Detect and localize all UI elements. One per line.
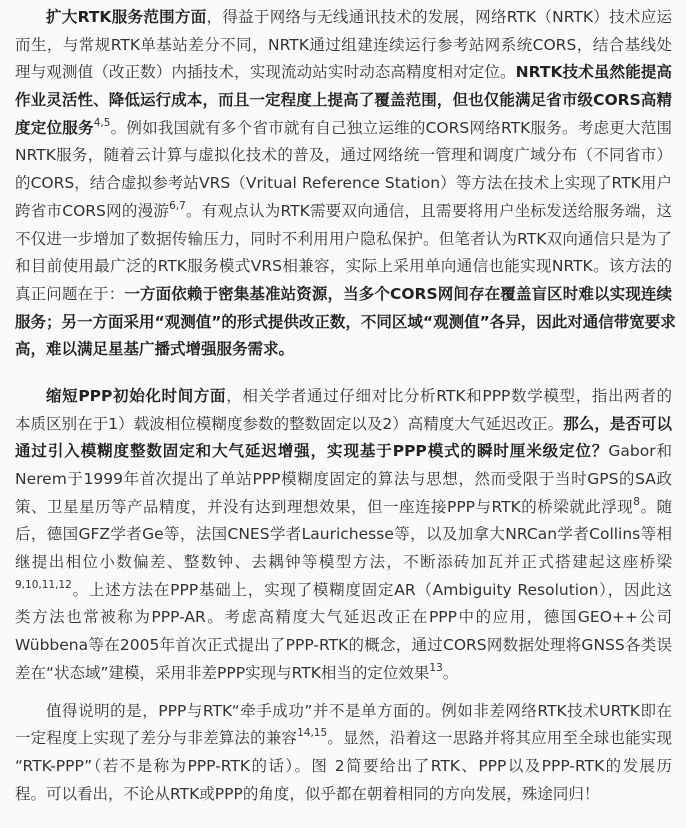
citation-superscript: 4,5 [93,116,111,129]
body-text: ，得益于网络与无线通讯技术的发展，网络RTK（NRTK）技术应运 [206,8,672,26]
bold-text: 通过引入模糊度整数固定和大气延迟增强，实现基于PPP模式的瞬时厘米级定位？ [15,442,609,461]
body-text: Wübbena等在2005年首次正式提出了PPP-RTK的概念，通过CORS网数据处理将GNSS各类误 [15,636,672,655]
paragraph-expand-rtk-coverage [15,4,676,364]
text-line [15,336,672,364]
text-line [15,87,672,115]
text-line [15,438,672,466]
body-text: 的CORS，结合虚拟参考站VRS（Vritual Reference Station）等方法在技术上实现了RTK用户 [15,174,672,193]
text-line [15,253,672,281]
body-text: 本质区别在于1）载波相位模糊度参数的整数固定以及2）高精度大气延迟改正。 [15,414,564,433]
body-text: 真正问题在于： [15,284,125,303]
bold-text: 扩大RTK服务范围方面 [46,8,207,26]
text-line [15,4,672,32]
text-line [15,753,672,781]
citation-superscript: 8 [633,495,640,508]
article-body [15,4,676,808]
body-text: 。随 [639,497,672,516]
body-text: 。有观点认为RTK需要双向通信，且需要将用户坐标发送给服务端，这 [185,201,672,220]
text-line [15,281,672,309]
body-text: ，相关学者通过仔细对比分析RTK和PPP数学模型，指出两者的 [226,386,672,405]
bold-text: 那么，是否可以 [563,414,672,433]
paragraph-shorten-ppp-init [15,383,672,688]
body-text: 理与观测值（改正数）内插技术，实现流动站实时动态高精度相对定位。 [15,63,516,82]
text-line [15,198,672,226]
body-text: 跨省市CORS网的漫游 [15,201,170,220]
text-line [15,604,672,632]
body-text: 一定程度上实现了差分与非差算法的兼容 [15,729,298,748]
text-line [15,549,672,577]
text-line [15,521,672,549]
body-text: 而生，与常规RTK单基站差分不同，NRTK通过组建连续运行参考站网系统CORS，结合基线处 [15,35,672,54]
citation-superscript: 14,15 [297,727,328,740]
citation-superscript: 9,10,11,12 [15,578,72,591]
text-line [15,226,672,254]
text-line [15,725,672,753]
bold-text: 度定位服务 [15,118,94,137]
body-text: 和目前使用最广泛的RTK服务模式VRS相兼容，实际上采用单向通信也能实现NRTK。该方法的 [15,257,672,276]
body-text: 。 [442,663,459,682]
text-line [15,781,672,809]
text-line [15,577,672,605]
text-line [15,142,672,170]
citation-superscript: 13 [429,661,443,674]
bold-text: 一方面依赖于密集基准站资源，当多个CORS网间存在覆盖盲区时难以实现连续 [124,284,672,303]
text-line [15,383,672,411]
text-line [15,59,672,87]
body-text: 继提出相位小数偏差、整数钟、去耦钟等模型方法，不断添砖加瓦并正式搭建起这座桥梁 [15,553,672,572]
body-text: Gabor和 [608,442,672,461]
text-line [15,32,672,60]
body-text: 。上述方法在PPP基础上，实现了模糊度固定AR（Ambiguity Resolution），因此这 [71,580,672,599]
body-text: 。例如我国就有多个省市就有自己独立运维的CORS网络RTK服务。考虑更大范围 [110,118,672,137]
body-text: 策、卫星星历等产品精度，并没有达到理想效果，但一座连接PPP与RTK的桥梁就此浮现 [15,497,634,516]
bold-text: NRTK技术虽然能提高 [515,63,672,82]
body-text: “RTK-PPP”（若不是称为PPP-RTK的话）。图 2简要给出了RTK、PPP以及PPP-RTK的发展历 [15,756,672,775]
text-line [15,170,672,198]
body-text: 。显然，沿着这一思路并将其应用至全球也能实现 [327,729,672,748]
bold-text: 作业灵活性、降低运行成本，而且一定程度上提高了覆盖范围，但也仅能满足省市级CORS高精 [15,91,672,110]
body-text: 差在“状态域”建模，采用非差PPP实现与RTK相当的定位效果 [15,663,430,682]
text-line [15,660,672,688]
text-line [15,698,672,726]
body-text: 不仅进一步增加了数据传输压力，同时不利用用户隐私保护。但笔者认为RTK双向通信只是为了 [15,229,672,248]
text-line [15,466,672,494]
bold-text: 缩短PPP初始化时间方面 [46,386,227,405]
bold-text: 高，难以满足星基广播式增强服务需求。 [15,340,295,359]
paragraph-rtk-ppp-convergence [15,698,672,809]
text-line [15,411,672,439]
body-text: NRTK服务，随着云计算与虚拟化技术的普及，通过网络统一管理和调度广域分布（不同省市） [15,146,672,165]
text-line [15,115,672,143]
citation-superscript: 6,7 [169,199,186,212]
bold-text: 服务；另一方面采用“观测值”的形式提供改正数，不同区域“观测值”各异，因此对通信带宽要求 [15,312,676,331]
body-text: 程。可以看出，不论从RTK或PPP的角度，似乎都在朝着相同的方向发展，殊途同归！ [15,784,600,803]
text-line [15,632,672,660]
body-text: 值得说明的是，PPP与RTK“牵手成功”并不是单方面的。例如非差网络RTK技术URTK即在 [46,701,672,720]
text-line [15,309,676,337]
body-text: 类方法也常被称为PPP-AR。考虑高精度大气延迟改正在PPP中的应用，德国GEO++公司 [15,608,672,627]
text-line [15,494,672,522]
body-text: 后，德国GFZ学者Ge等，法国CNES学者Laurichesse等，以及加拿大NRCan学者Collins等相 [15,525,672,544]
body-text: Nerem于1999年首次提出了单站PPP模糊度固定的算法与思想，然而受限于当时GPS的SA政 [15,470,672,488]
